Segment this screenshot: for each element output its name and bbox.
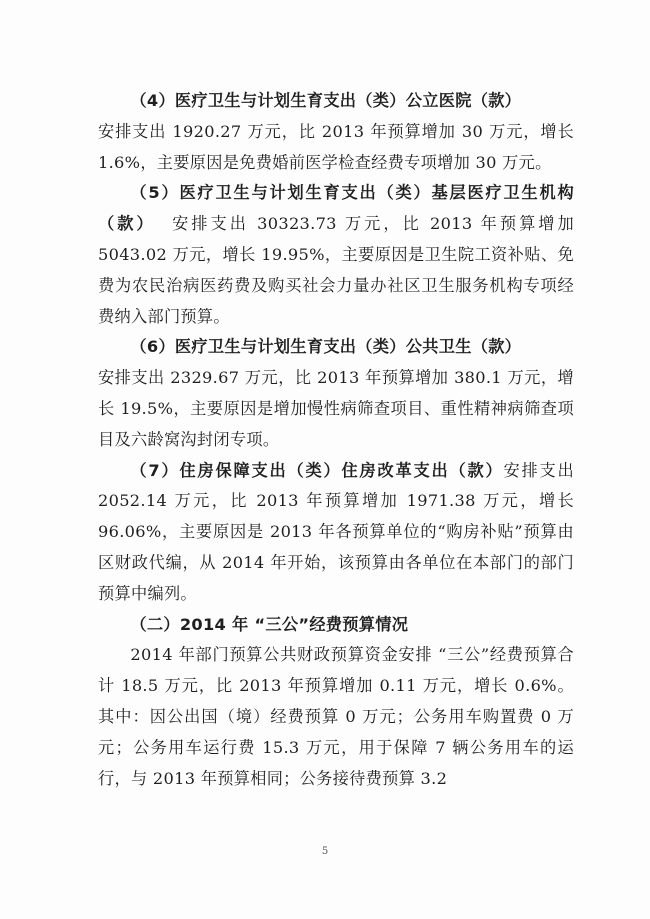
section-body: 安排支出 2052.14 万元，比 2013 年预算增加 1971.38 万元，增长 96.06%，主要原因是 2013 年各预算单位的“购房补贴”预算由区财政代编，从 2014 年开始，该预算由各单位在本部门的部门预算中编列。 [98, 460, 575, 603]
section-body: 安排支出 30323.73 万元，比 2013 年预算增加 5043.02 万元，增长 19.95%，主要原因是卫生院工资补贴、免费为农民治病医药费及购买社会力量办社区卫生服务机构专项经费纳入部门预算。 [98, 214, 575, 326]
section-heading: （6）医疗卫生与计划生育支出（类）公共卫生（款） [130, 337, 522, 357]
paragraph-housing-reform [98, 456, 574, 610]
paragraph-three-public-expenses: 2014 年部门预算公共财政预算资金安排 “三公”经费预算合计 18.5 万元，比 2013 年预算增加 0.11 万元，增长 0.6%。其中：因公出国（境）经费预算 0 万元；公务用车购置费 0 万元；公务用车运行费 15.3 万元，用于保障 7 辆公务用车的运行，与 2013 年预算相同；公务接待费预算 3.2 [98, 645, 574, 788]
section-heading: （7）住房保障支出（类）住房改革支出（款） [130, 460, 504, 480]
paragraph-medical-public-health [98, 332, 574, 455]
subsection-heading: （二）2014 年 “三公”经费预算情况 [130, 614, 409, 634]
section-heading: （5）医疗卫生与计划生育支出（类）基层医疗卫生机构（款） [98, 183, 574, 234]
page-content [98, 86, 574, 794]
page-number: 5 [321, 846, 329, 857]
section-heading: （4）医疗卫生与计划生育支出（类）公立医院（款） [130, 91, 522, 110]
paragraph-medical-grassroots [98, 178, 574, 332]
section-body: 安排支出 1920.27 万元，比 2013 年预算增加 30 万元，增长 1.6%，主要原因是免费婚前医学检查经费专项增加 30 万元。 [98, 121, 574, 172]
section-body: 安排支出 2329.67 万元，比 2013 年预算增加 380.1 万元，增长 19.5%，主要原因是增加慢性病筛查项目、重性精神病筛查项目及六龄窝沟封闭专项。 [98, 368, 574, 449]
paragraph-medical-public-hospital [98, 86, 574, 178]
